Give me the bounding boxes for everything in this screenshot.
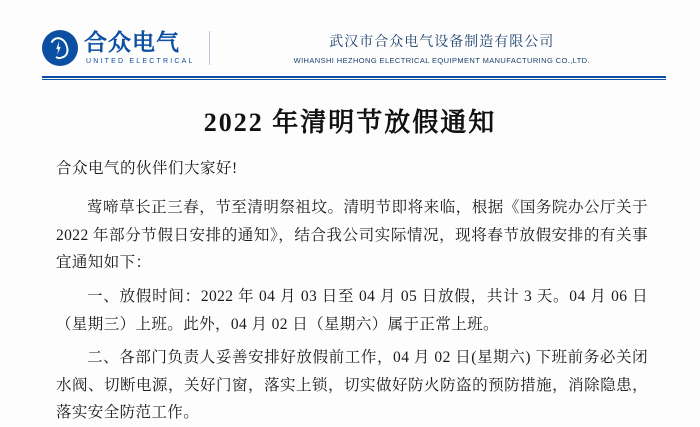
paragraph-safety-instructions: 二、各部门负责人妥善安排好放假前工作，04 月 02 日(星期六) 下班前务必关闭水阀、切断电源，关好门窗，落实上锁，切实做好防火防盗的预防措施，消除隐患，落实安全防范工作。 (56, 349, 648, 422)
page-title: 2022 年清明节放假通知 (203, 108, 497, 137)
logo-text-block (84, 31, 195, 65)
document-body (0, 157, 700, 427)
header-vertical-divider (209, 31, 210, 65)
brand-name-cn: 合众电气 (84, 29, 180, 55)
brand-name-en: UNITED ELECTRICAL (86, 58, 195, 65)
company-logo (42, 30, 195, 66)
company-name-cn: 武汉市合众电气设备制造有限公司 (329, 33, 555, 49)
company-name-block (226, 31, 666, 65)
document-header (0, 0, 700, 72)
paragraph-intro: 莺啼草长正三春，节至清明祭祖坟。清明节即将来临，根据《国务院办公厅关于 2022 年部分节假日安排的通知》，结合我公司实际情况，现将春节放假安排的有关事宜通知如下： (56, 199, 648, 272)
header-rule-thin (42, 79, 666, 80)
lightning-circle-logo-icon (42, 30, 78, 66)
header-rule-thick (42, 76, 666, 78)
salutation-text: 合众电气的伙伴们大家好! (56, 160, 238, 177)
paragraph-holiday-dates: 一、放假时间：2022 年 04 月 03 日至 04 月 05 日放假，共计 3 天。04 月 06 日（星期三）上班。此外，04 月 02 日（星期六）属于正常上班。 (56, 287, 648, 333)
company-name-en: WIHANSHI HEZHONG ELECTRICAL EQUIPMENT MANUFACTURING CO.,LTD. (293, 56, 590, 65)
